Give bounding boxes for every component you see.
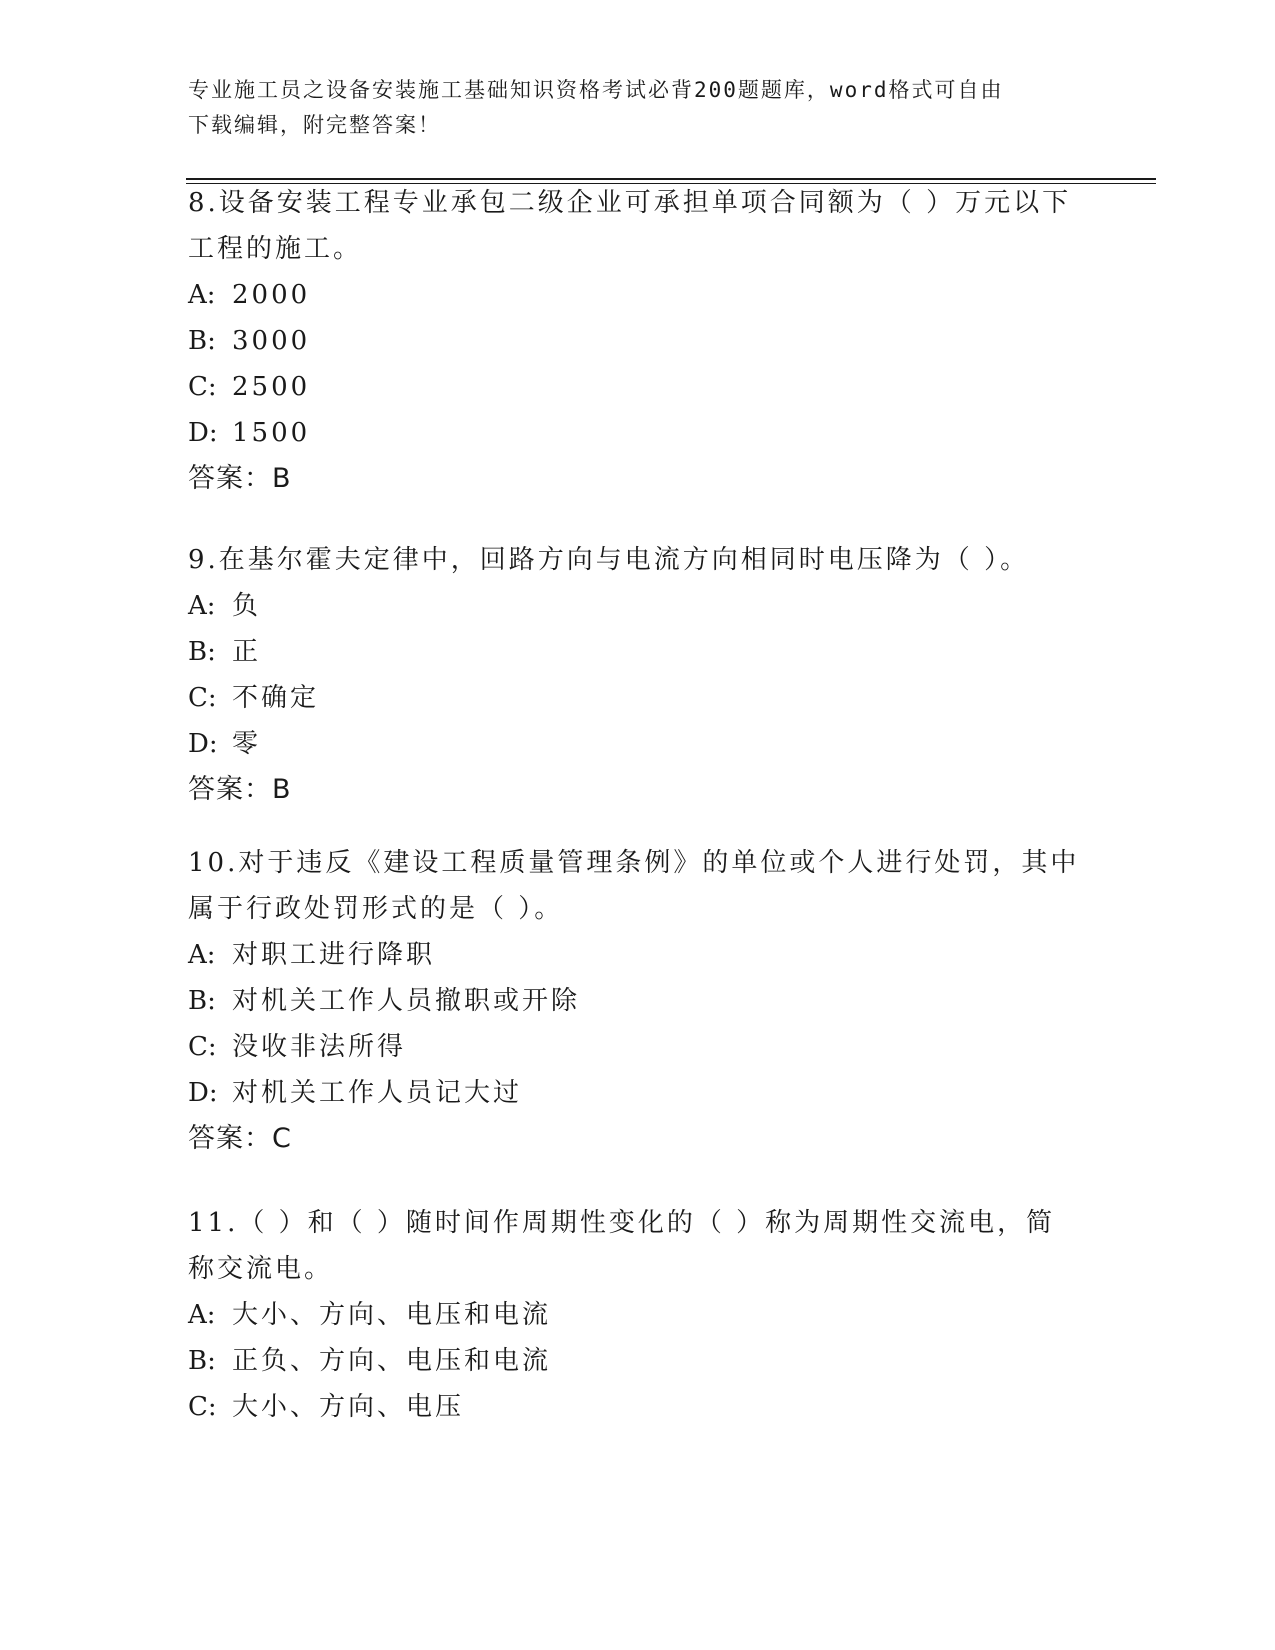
option-letter: A:: [188, 591, 216, 621]
option-letter: D:: [188, 418, 218, 448]
answer-line: 答案：B: [188, 463, 292, 494]
question-block: [188, 180, 1088, 502]
option-a: [188, 272, 1088, 318]
option-text: 2000: [232, 280, 311, 310]
option-letter: A:: [188, 1300, 216, 1330]
option-letter: B:: [188, 986, 216, 1016]
document-header: [188, 73, 1088, 143]
question-line: 8.设备安装工程专业承包二级企业可承担单项合同额为（ ）万元以下: [188, 188, 1072, 218]
answer-line: 答案：B: [188, 774, 292, 805]
option-a: [188, 932, 1088, 978]
question-line: 属于行政处罚形式的是（ ）。: [188, 894, 564, 924]
option-text: 零: [232, 729, 262, 759]
option-d: [188, 721, 1088, 767]
option-letter: C:: [188, 683, 217, 713]
option-text: 对机关工作人员撤职或开除: [232, 986, 581, 1016]
option-text: 大小、方向、电压和电流: [232, 1300, 552, 1330]
header-line: 专业施工员之设备安装施工基础知识资格考试必背200题题库，word格式可自由: [188, 78, 1004, 102]
option-letter: B:: [188, 326, 216, 356]
option-text: 2500: [232, 372, 311, 402]
option-a: [188, 583, 1088, 629]
option-text: 对职工进行降职: [232, 940, 436, 970]
option-c: [188, 364, 1088, 410]
option-d: [188, 410, 1088, 456]
option-letter: C:: [188, 372, 217, 402]
option-a: [188, 1292, 1088, 1338]
option-text: 负: [232, 591, 262, 621]
question-line: 9.在基尔霍夫定律中，回路方向与电流方向相同时电压降为（ ）。: [188, 545, 1030, 575]
question-line: 10.对于违反《建设工程质量管理条例》的单位或个人进行处罚，其中: [188, 848, 1080, 878]
option-text: 正: [232, 637, 262, 667]
option-letter: C:: [188, 1032, 217, 1062]
option-letter: A:: [188, 940, 216, 970]
option-c: [188, 675, 1088, 721]
option-letter: A:: [188, 280, 216, 310]
option-d: [188, 1070, 1088, 1116]
option-text: 没收非法所得: [232, 1032, 407, 1062]
option-letter: D:: [188, 729, 218, 759]
question-block: [188, 1200, 1088, 1430]
question-block: [188, 840, 1088, 1162]
option-b: [188, 629, 1088, 675]
option-letter: C:: [188, 1392, 217, 1422]
option-letter: B:: [188, 1346, 216, 1376]
question-line: 称交流电。: [188, 1254, 334, 1284]
question-text: [188, 840, 1088, 932]
option-c: [188, 1024, 1088, 1070]
option-b: [188, 1338, 1088, 1384]
option-text: 对机关工作人员记大过: [232, 1078, 523, 1108]
question-line: 11.（ ）和（ ）随时间作周期性变化的（ ）称为周期性交流电，简: [188, 1208, 1056, 1238]
question-text: [188, 1200, 1088, 1292]
answer-line: 答案：C: [188, 1123, 292, 1154]
option-c: [188, 1384, 1088, 1430]
option-text: 不确定: [232, 683, 320, 713]
option-text: 正负、方向、电压和电流: [232, 1346, 552, 1376]
question-text: [188, 180, 1088, 272]
header-line: 下载编辑，附完整答案！: [188, 113, 441, 137]
option-b: [188, 318, 1088, 364]
question-block: [188, 537, 1088, 813]
question-line: 工程的施工。: [188, 234, 363, 264]
option-text: 大小、方向、电压: [232, 1392, 465, 1422]
option-text: 1500: [232, 418, 311, 448]
option-b: [188, 978, 1088, 1024]
question-text: [188, 537, 1088, 583]
option-letter: D:: [188, 1078, 218, 1108]
option-text: 3000: [232, 326, 311, 356]
option-letter: B:: [188, 637, 216, 667]
